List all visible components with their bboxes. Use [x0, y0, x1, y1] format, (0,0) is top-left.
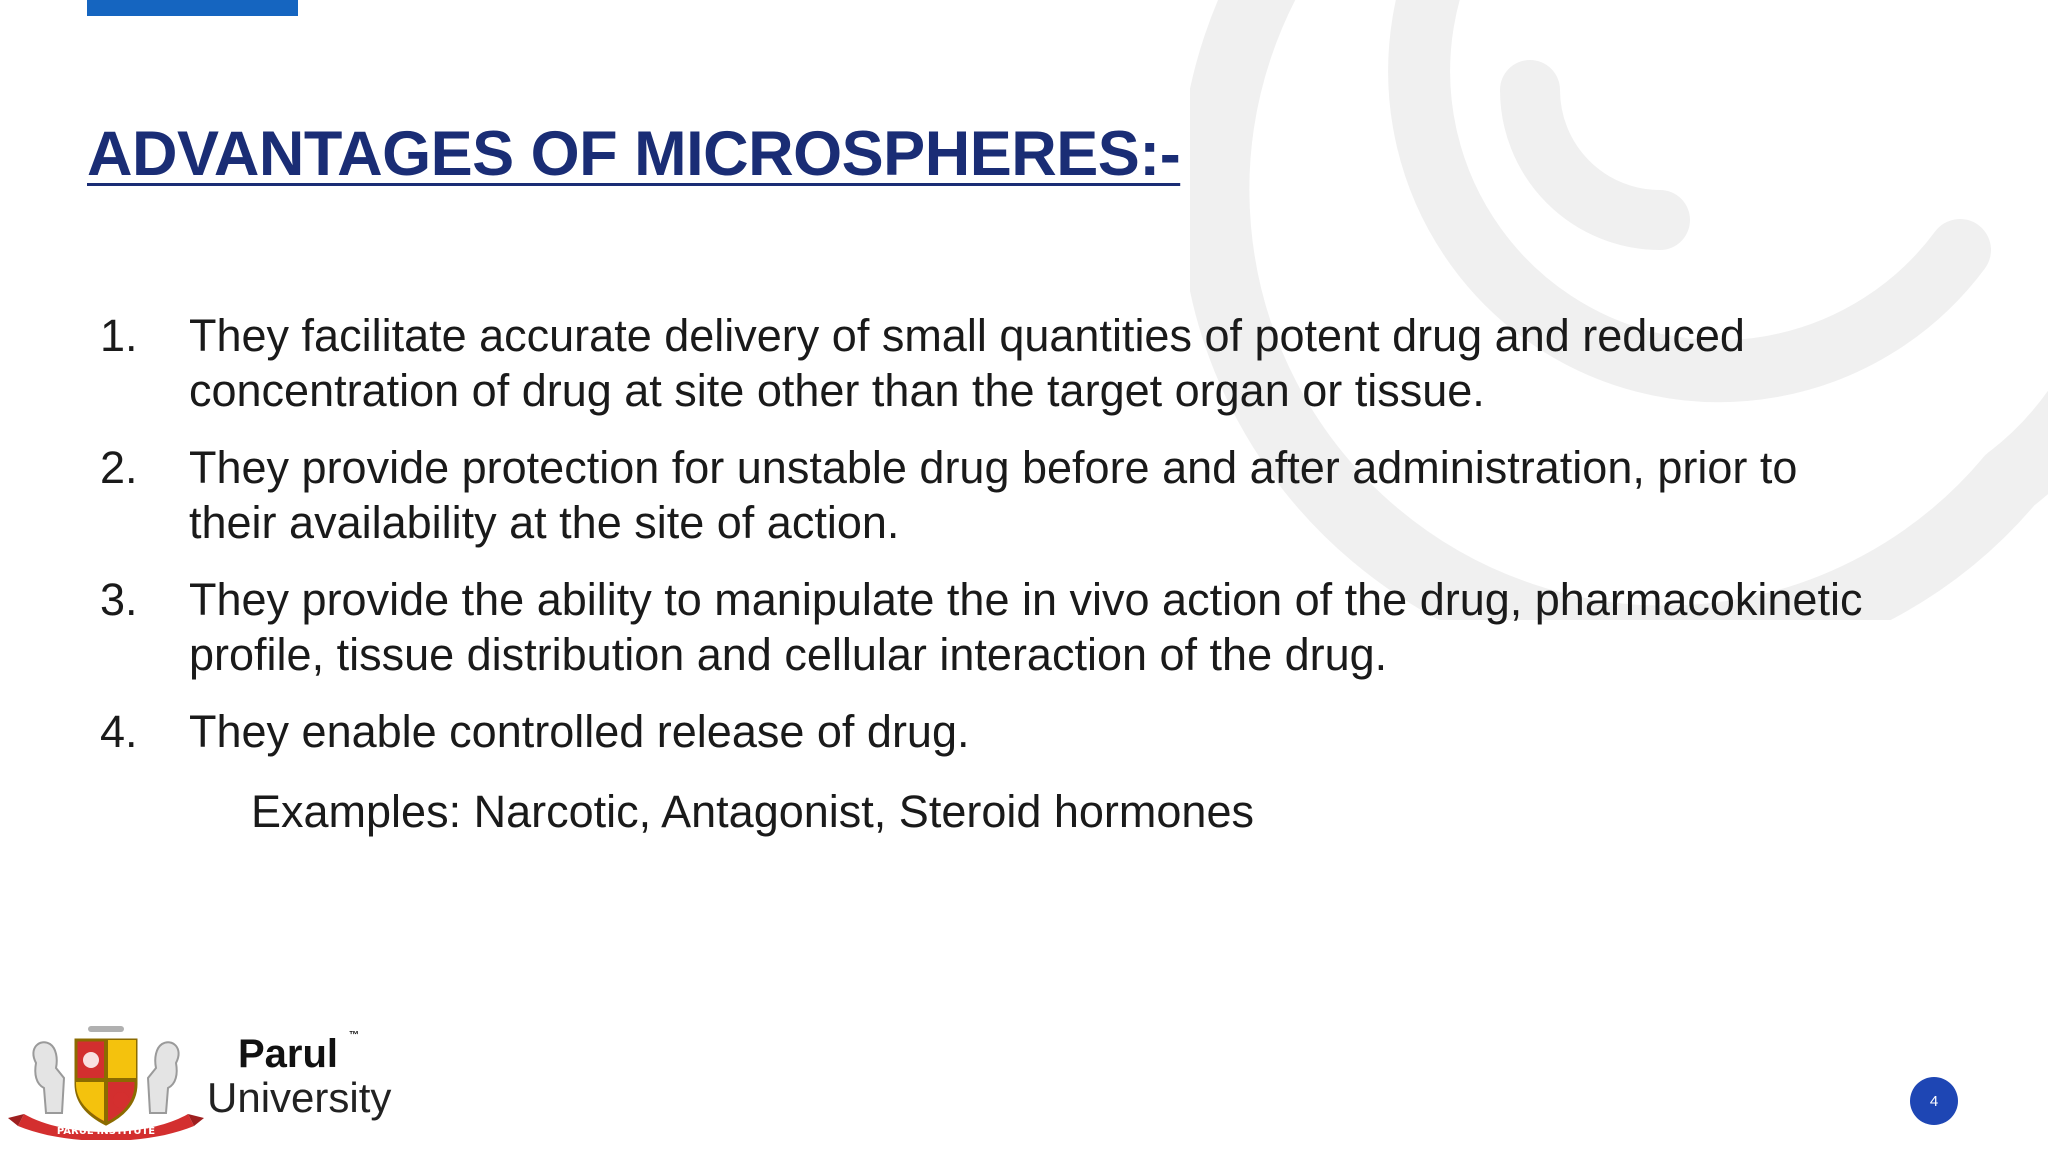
brand-name: Parul [238, 1032, 339, 1076]
slide-title: ADVANTAGES OF MICROSPHERES:- [87, 119, 1181, 189]
advantages-list [100, 308, 1900, 781]
brand-subtitle: University [207, 1074, 392, 1121]
list-item-number: 3. [100, 574, 138, 625]
crest-ribbon-text: PARUL INSTITUTE [56, 1126, 156, 1137]
list-item-number: 4. [100, 706, 138, 757]
accent-bar [87, 0, 298, 16]
list-item-number: 1. [100, 310, 138, 361]
list-item [100, 572, 1900, 682]
list-item-text: They enable controlled release of drug. [189, 706, 970, 757]
list-item [100, 704, 1900, 759]
list-item-number: 2. [100, 442, 138, 493]
list-item [100, 308, 1900, 418]
list-item-text: They facilitate accurate delivery of small quantities of potent drug and reduced concentration of drug at site other than the target organ or tissue. [189, 310, 1745, 416]
page-number-badge: 4 [1910, 1077, 1958, 1125]
list-item-text: They provide protection for unstable drug before and after administration, prior to their availability at the site of action. [189, 442, 1798, 548]
university-crest-icon [6, 1018, 206, 1140]
examples-line: Examples: Narcotic, Antagonist, Steroid hormones [251, 786, 1254, 837]
university-logo [6, 1018, 426, 1140]
list-item [100, 440, 1900, 550]
list-item-text: They provide the ability to manipulate the in vivo action of the drug, pharmacokinetic profile, tissue distribution and cellular interaction of the drug. [189, 574, 1863, 680]
trademark-mark: ™ [349, 1030, 359, 1041]
